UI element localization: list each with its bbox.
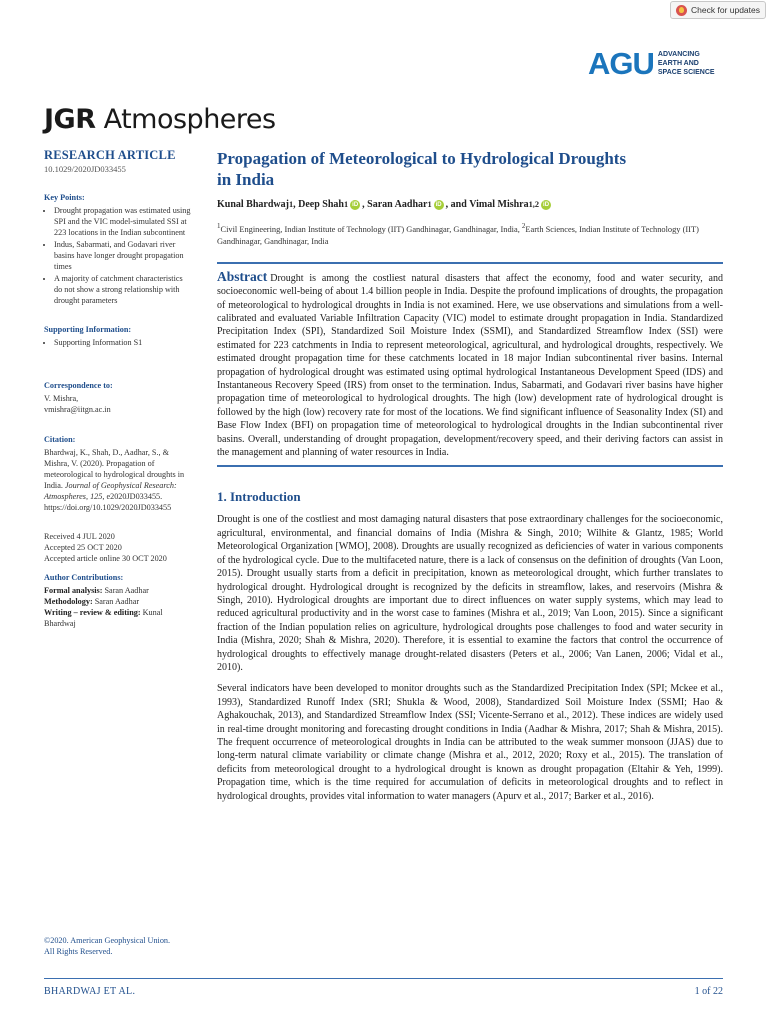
copyright-line: ©2020. American Geophysical Union. — [44, 936, 171, 945]
orcid-icon[interactable]: iD — [543, 201, 550, 208]
supporting-info-heading: Supporting Information: — [44, 325, 132, 334]
paragraph: Drought is one of the costliest and most damaging natural disasters that pose extraordinary challenges for the socioeconomic, agricultural, environmental, and financial domains of India (Mishra & Singh, 2010; Wilhite & Glantz, 1985; World Meteorological Organization [WMO], 2008). Droughts are usually recognized as deficiencies of water in various components of the hydrological cycle. Due to the multifaceted nature, there is a lack of consensus on the definition of droughts (Van Loon, 2015). Drought usually starts from a deficit in precipitation, known as meteorological drought, which further translates to hydrological drought. Hydrological drought is recognized by the deficits in streamflow, lakes, and reservoirs (Mishra & Singh, 2010). Hydrological droughts are important due to direct influences on water supply systems, which may lead to reduced agricultural productivity and in the worst case to famines (Mishra et al., 2019; Van Loon, 2015). Since a significant fraction of the Indian population relies on agriculture, hydrological droughts pose challenges to food and water security in India (Mishra, 2020; Shah & Mishra, 2020). Therefore, it is essential to examine the factors that control the occurrence of hydrological droughts to effectively manage drought-related disasters (Peters et al., 2006; Van Lanen, 2006; Vidal et al., 2010). — [217, 514, 723, 673]
author-contributions — [44, 585, 192, 629]
abstract-text: Drought is among the costliest natural disasters that affect the economy, food and water security, and socioeconomic well-being of about 1.4 billion people in India. Despite the profound implications of droughts, the propagation of meteorological to hydrological droughts in India is not examined. Here, we use observations and simulations from a well-calibrated and evaluated Variable Infiltration Capacity (VIC) model to estimate drought propagation in India. Standardized Precipitation Index (SPI), Standardized Soil Moisture Index (SSMI), and Standardized Streamflow Index (SSI) were estimated for 223 catchments in India to represent meteorological, agricultural, and hydrological droughts, respectively. We estimated drought propagation time for these catchments located in 18 major Indian subcontinental river basins. Internal propagation of hydrological drought was estimated using optimal hydrological Instantaneous Development Speed (IDS) and Instantaneous Recovery Speed (IRS) from onset to the termination. Indus, Sabarmati, and Godavari river basins have higher propagation time of meteorological to hydrological droughts. The high (low) development rate of hydrological drought is followed by the high (low) recovery rate for most of the locations. We find significant influence of Seasonality Index (SI) and Base Flow Index (BFI) on propagation time of meteorological to hydrological droughts in the Indian subcontinental river basins. Overall, understanding of drought propagation, development/recovery speed, and their deriving factors can assist in the management and planning of water resources in India. — [217, 272, 723, 459]
accepted-online-date: Accepted article online 30 OCT 2020 — [44, 554, 167, 563]
author-name[interactable]: Saran Aadhar — [367, 199, 428, 210]
abstract-divider — [217, 465, 723, 467]
copyright — [44, 935, 204, 957]
update-badge-icon — [676, 5, 687, 16]
correspondence-heading: Correspondence to: — [44, 381, 113, 390]
author-affiliation-sup: 1,2 — [528, 200, 540, 209]
sidebar — [44, 150, 192, 629]
author-affiliation-sup: 1 — [427, 200, 432, 209]
affiliations — [217, 220, 723, 248]
journal-name-bold: JGR — [44, 104, 96, 135]
orcid-icon[interactable]: iD — [352, 201, 359, 208]
received-date: Received 4 JUL 2020 — [44, 532, 115, 541]
citation-journal: Journal of Geophysical Research: Atmospheres, 125 — [44, 481, 177, 501]
author-affiliation-sup: 1 — [344, 200, 349, 209]
agu-mark: AGU — [588, 46, 654, 81]
correspondence-name: V. Mishra, — [44, 394, 79, 403]
main-content — [217, 148, 723, 803]
affiliation-text: Civil Engineering, Indian Institute of Technology (IIT) Gandhinagar, Gandhinagar, India, — [220, 224, 522, 234]
copyright-line: All Rights Reserved. — [44, 947, 113, 956]
footer-running-head: BHARDWAJ ET AL. — [44, 986, 136, 997]
supporting-info-list — [44, 337, 192, 348]
agu-tagline — [658, 50, 728, 77]
key-points-heading: Key Points: — [44, 193, 85, 202]
check-for-updates-label: Check for updates — [691, 5, 760, 15]
agu-tagline-line: EARTH AND — [657, 60, 699, 67]
key-point: • Drought propagation was estimated using SPI and the VIC model-simulated SSI at 223 locations in the Indian subcontinent — [54, 205, 192, 238]
citation-heading: Citation: — [44, 435, 76, 444]
author-separator: , and — [445, 199, 470, 210]
article-type: RESEARCH ARTICLE — [44, 148, 176, 162]
key-points-list — [44, 205, 192, 306]
author-list — [217, 199, 723, 210]
orcid-icon[interactable]: iD — [435, 201, 442, 208]
contrib-role: Formal analysis: — [44, 586, 103, 595]
contrib-name: Kunal Bhardwaj — [44, 608, 163, 628]
citation-text-part: Bhardwaj, K., Shah, D., Aadhar, S., & Mishra, V. (2020). Propagation of meteorological to hydrological droughts in India. — [44, 448, 185, 490]
agu-logo — [588, 48, 728, 79]
affiliation-text: Earth Sciences, Indian Institute of Technology (IIT) Gandhinagar, Gandhinagar, India — [217, 224, 699, 246]
journal-name-rest: Atmospheres — [95, 104, 276, 135]
contrib-role: Writing – review & editing: — [44, 608, 141, 617]
article-title: Propagation of Meteorological to Hydrological Droughts in India — [217, 149, 627, 189]
doi[interactable]: 10.1029/2020JD033455 — [44, 164, 126, 174]
affiliation-sup: 2 — [521, 222, 526, 230]
footer-divider — [44, 978, 723, 979]
agu-tagline-line: SPACE SCIENCE — [657, 69, 715, 76]
contrib-role: Methodology: — [44, 597, 93, 606]
key-point: • A majority of catchment characteristics do not show a strong relationship with drought parameters — [54, 273, 192, 306]
citation-text-part: , e2020JD033455. https://doi.org/10.1029/2020JD033455 — [44, 492, 172, 512]
abstract-label: Abstract — [217, 268, 268, 284]
abstract — [217, 262, 723, 466]
agu-tagline-line: ADVANCING — [657, 51, 700, 58]
author-affiliation-sup: 1 — [288, 200, 294, 209]
check-for-updates-button[interactable] — [670, 1, 766, 19]
author-name[interactable]: Kunal Bhardwaj — [217, 199, 289, 210]
paragraph: Several indicators have been developed to monitor droughts such as the Standardized Precipitation Index (SPI; Mckee et al., 1993), Standardized Runoff Index (SRI; Shukla & Wood, 2008), Standardized Soil Moisture Index (SSMI; Hao & Aghakouchak, 2013), and Standardized Streamflow Index (SSI; Vicente-Serrano et al., 2012). These indices are widely used in real-time drought monitoring and forecasting drought conditions in India (Aadhar & Mishra, 2017; Shah & Mishra, 2015). The frequent occurrence of meteorological droughts in India can be attributed to the weak summer monsoon (JJAS) due to long-term natural climate variability or climate change (Mishra et al., 2012, 2020; Roxy et al., 2015). The translation of deficits from meteorological drought to a hydrological drought is known as drought propagation (Eltahir & Yeh, 1999). Propagation time, which is the time required for accumulation of deficits in meteorological droughts and to reflect in hydrological droughts, provides vital information to water managers (Apurv et al., 2017; Barker et al., 2016). — [217, 683, 723, 802]
author-name[interactable]: Deep Shah — [298, 199, 344, 210]
section-title: 1. Introduction — [217, 489, 301, 505]
correspondence-email[interactable]: vmishra@iitgn.ac.in — [44, 405, 111, 414]
page-number: 1 of 22 — [694, 986, 723, 997]
author-contributions-heading: Author Contributions: — [44, 573, 124, 582]
accepted-date: Accepted 25 OCT 2020 — [44, 543, 122, 552]
author-separator: , — [293, 199, 299, 210]
supporting-info-item[interactable]: • Supporting Information S1 — [54, 337, 192, 348]
journal-name — [44, 104, 276, 135]
contrib-name: Saran Aadhar — [102, 586, 149, 595]
affiliation-sup: 1 — [217, 222, 221, 230]
contrib-name: Saran Aadhar — [92, 597, 140, 606]
author-separator: , — [362, 199, 368, 210]
author-name[interactable]: Vimal Mishra — [469, 199, 529, 210]
citation-text — [44, 447, 192, 513]
key-point: • Indus, Sabarmati, and Godavari river basins have longer drought propagation times — [54, 239, 192, 272]
history — [44, 531, 192, 564]
